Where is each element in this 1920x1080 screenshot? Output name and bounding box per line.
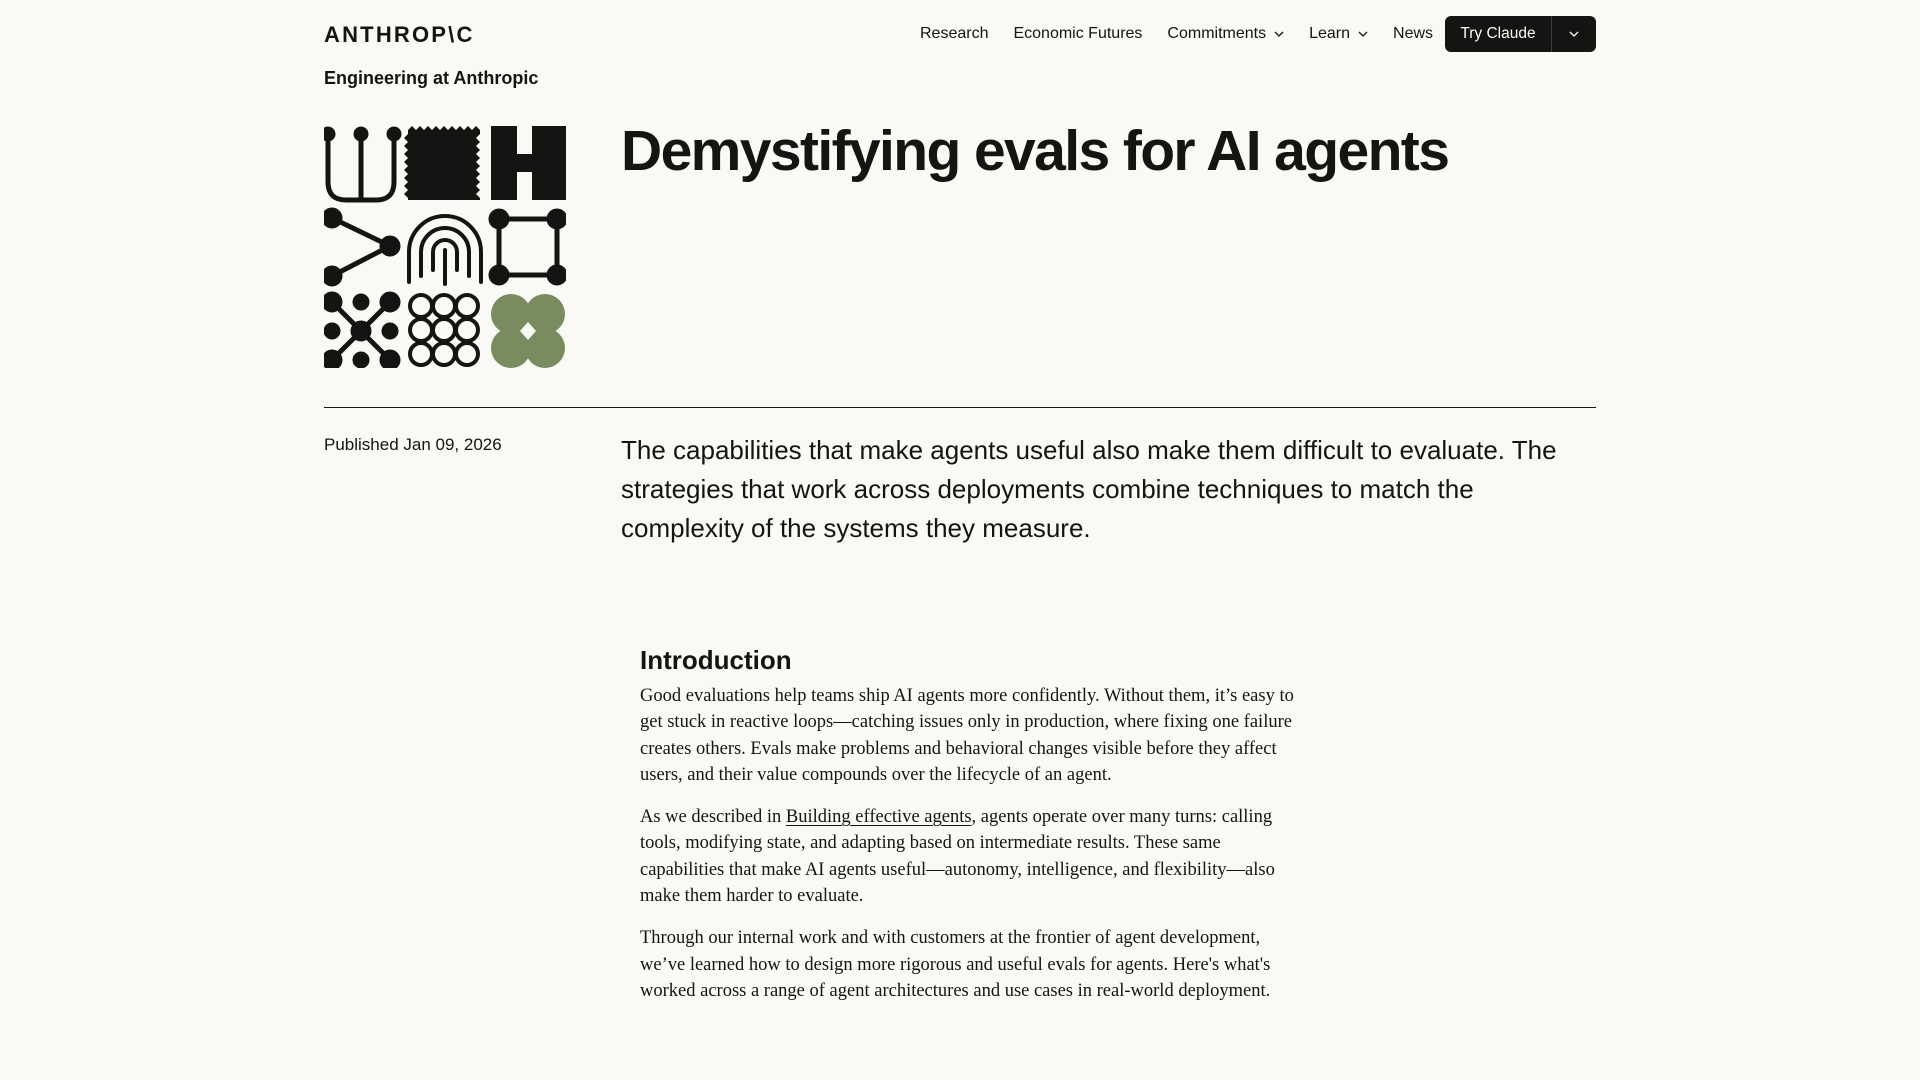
chevron-down-icon [1358,31,1368,37]
glyph-rainbow-arc [409,216,481,284]
section-eyebrow: Engineering at Anthropic [324,68,539,88]
nav-news-label: News [1393,25,1434,42]
glyph-circle-grid [410,295,478,365]
article-paragraph [640,804,1300,909]
main-nav [920,22,1433,46]
building-effective-agents-link[interactable]: Building effective agents [785,807,972,828]
try-claude-button[interactable]: Try Claude [1460,25,1536,42]
article-body [640,640,1300,1020]
glyph-x-network [324,294,398,368]
paragraph-text: , agents operate over many turns: calling tools, modifying state, and adapting based on intermediate results. These same capabilities that make AI agents useful—autonomy, intelligence, and flexibility—also make them harder to evaluate. [640,807,1275,907]
glyph-u-shape [324,129,399,200]
nav-research-label: Research [920,25,989,42]
nav-learn[interactable] [1309,25,1368,43]
nav-research[interactable] [920,25,988,43]
glyph-grid-illustration [324,126,566,368]
glyph-square-nodes [491,211,565,283]
nav-news[interactable] [1393,25,1433,43]
glyph-h-shape [491,126,566,200]
nav-commitments-label: Commitments [1167,25,1267,42]
published-date: Published Jan 09, 2026 [324,435,502,454]
section-heading-introduction: Introduction [640,645,792,675]
chevron-down-icon [1569,31,1579,37]
article-lede: The capabilities that make agents useful also make them difficult to evaluate. The strategies that work across deployments combine techniques to match the complexity of the systems they measure. [621,435,1557,543]
nav-learn-label: Learn [1309,25,1351,42]
article-paragraph: Through our internal work and with customers at the frontier of agent development, we’ve learned how to design more rigorous and useful evals for agents. Here's what's worked across a range of agent architectures and use cases in real-world deployment. [640,928,1271,1001]
nav-economic-futures-label: Economic Futures [1013,25,1143,42]
chevron-down-icon [1274,31,1284,37]
article-paragraph: Good evaluations help teams ship AI agents more confidently. Without them, it’s easy to get stuck in reactive loops—catching issues only in production, where fixing one failure creates others. Evals make problems and behavioral changes visible before they affect users, and their value compounds over the lifecycle of an agent. [640,686,1294,785]
page-title: Demystifying evals for AI agents [621,119,1449,183]
glyph-stamp [404,126,480,200]
nav-economic-futures[interactable] [1013,25,1142,43]
nav-commitments[interactable] [1167,25,1284,43]
paragraph-text: As we described in [640,807,786,828]
divider [324,407,1596,408]
try-claude-dropdown-button[interactable] [1552,16,1596,52]
glyph-branch [324,210,398,284]
anthropic-logo[interactable]: ANTHROP\C [324,22,475,47]
glyph-green-flower [491,294,565,368]
try-claude-split-button [1445,16,1596,52]
